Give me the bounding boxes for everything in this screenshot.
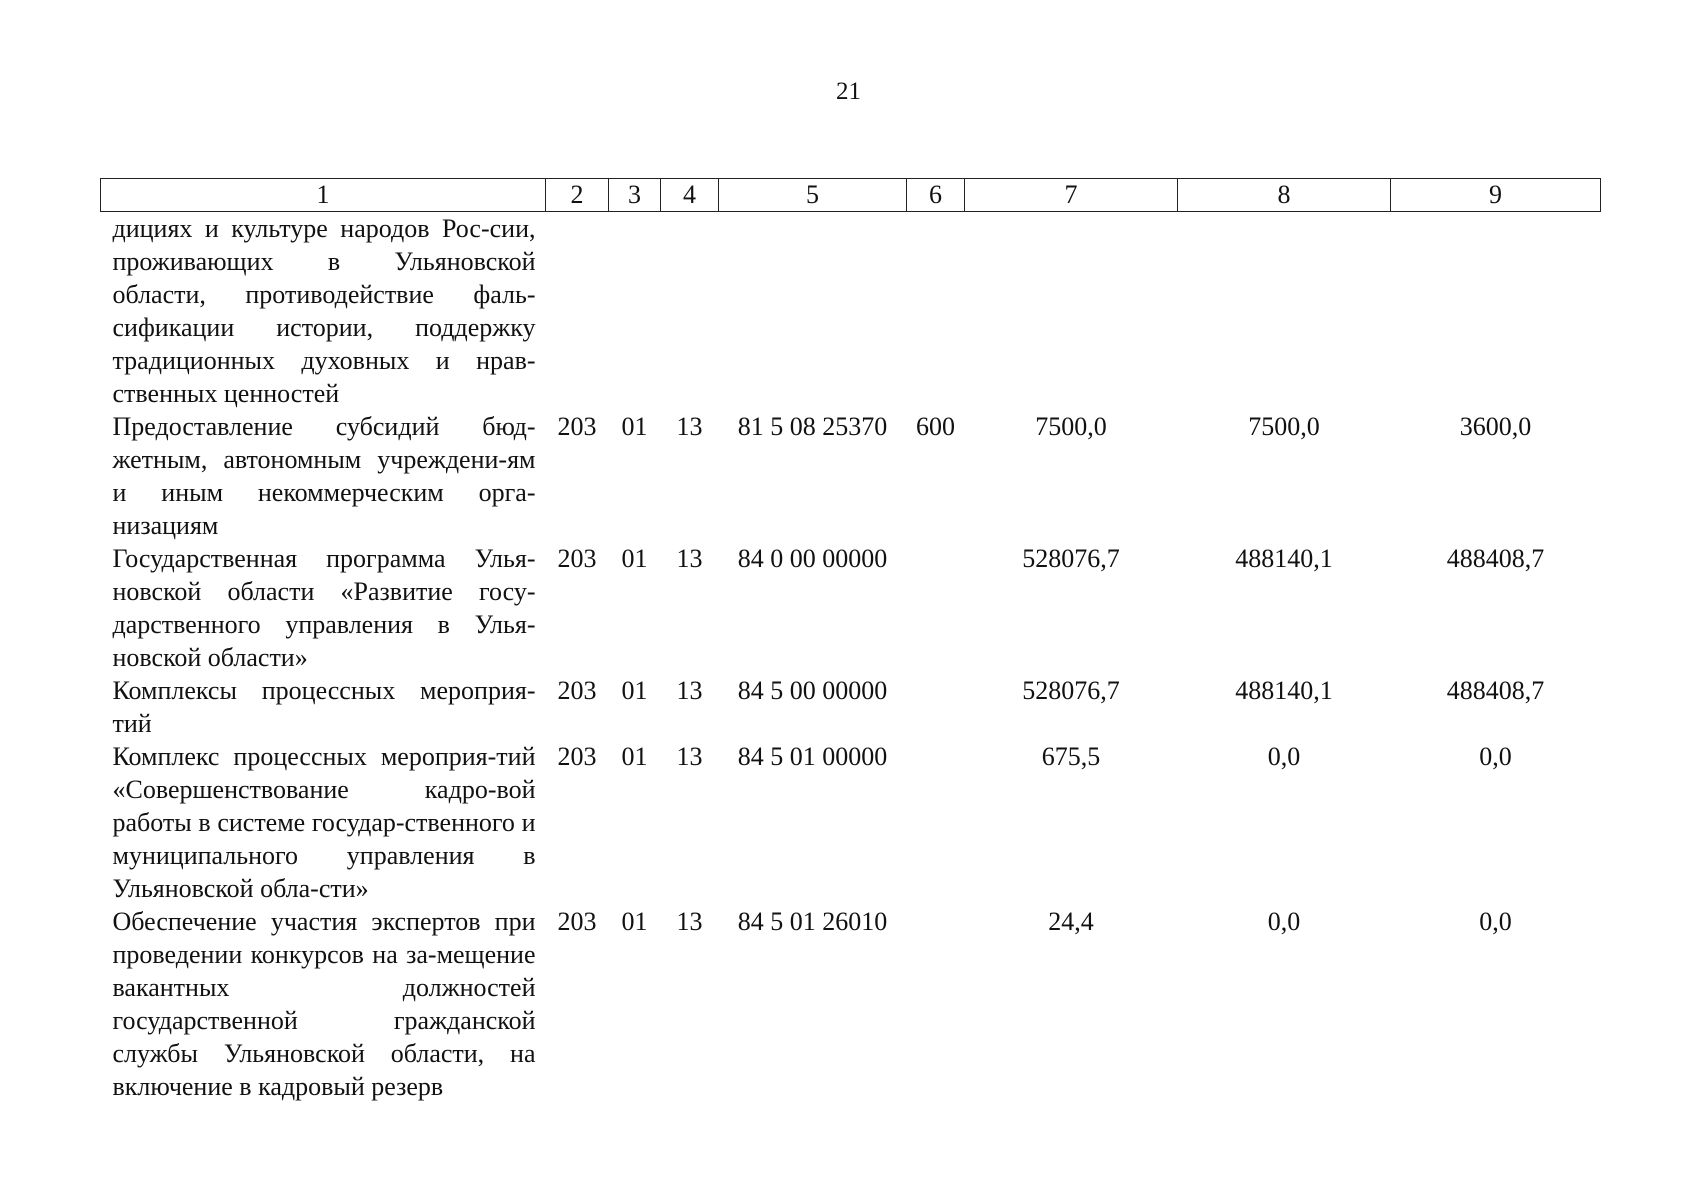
row-col-5: 81 5 08 25370	[737, 412, 888, 441]
row-col-9: 0,0	[1479, 907, 1512, 936]
row-col-4	[661, 212, 719, 411]
row-col-7	[965, 212, 1178, 411]
row-col-4: 13	[676, 907, 703, 936]
row-col-2: 203	[557, 676, 597, 705]
row-col-7: 24,4	[1048, 907, 1094, 936]
row-col-8: 488140,1	[1235, 676, 1333, 705]
row-col-6	[907, 212, 965, 411]
row-col-7: 675,5	[1041, 742, 1101, 771]
table-row	[101, 410, 1601, 542]
row-col-8: 488140,1	[1235, 544, 1333, 573]
row-description: Предоставление субсидий бюд-жетным, автономным учреждени-ям и иным некоммерческим орга-низациям	[112, 412, 536, 540]
row-col-5: 84 5 00 00000	[737, 676, 888, 705]
row-col-3: 01	[621, 412, 648, 441]
row-col-9: 3600,0	[1459, 412, 1532, 441]
header-col-7: 7	[965, 179, 1178, 212]
row-col-5: 84 5 01 00000	[737, 742, 888, 771]
row-col-6	[907, 905, 965, 1103]
row-col-2: 203	[557, 742, 597, 771]
header-col-3: 3	[609, 179, 661, 212]
row-description: Государственная программа Улья-новской области «Развитие госу-дарственного управления в Улья-новской области»	[112, 544, 536, 672]
row-col-6	[907, 740, 965, 905]
table-row	[101, 740, 1601, 905]
row-col-2: 203	[557, 907, 597, 936]
table-row	[101, 212, 1601, 411]
row-col-4: 13	[676, 676, 703, 705]
budget-table	[100, 178, 1601, 1103]
row-col-5: 84 0 00 00000	[737, 544, 888, 573]
row-col-5	[719, 212, 907, 411]
row-col-4: 13	[676, 412, 703, 441]
row-description: дициях и культуре народов Рос-сии, проживающих в Ульяновской области, противодействие фаль-сификации истории, поддержку традиционных духовных и нрав-ственных ценностей	[112, 214, 536, 408]
row-col-2	[546, 212, 609, 411]
row-col-3: 01	[621, 676, 648, 705]
row-col-9	[1391, 212, 1601, 411]
row-col-9: 488408,7	[1446, 544, 1545, 573]
row-col-9: 488408,7	[1446, 676, 1545, 705]
row-col-3: 01	[621, 742, 648, 771]
row-col-2: 203	[557, 544, 597, 573]
row-col-6: 600	[916, 412, 955, 441]
row-col-7: 7500,0	[1035, 412, 1107, 441]
row-col-6	[907, 674, 965, 740]
header-col-5: 5	[719, 179, 907, 212]
row-col-9: 0,0	[1479, 742, 1512, 771]
header-col-1: 1	[101, 179, 546, 212]
table-row	[101, 905, 1601, 1103]
row-col-8: 0,0	[1267, 742, 1301, 771]
row-col-8	[1178, 212, 1391, 411]
header-col-9: 9	[1391, 179, 1601, 212]
table-header	[101, 179, 1601, 212]
header-col-2: 2	[546, 179, 609, 212]
row-col-2: 203	[557, 412, 597, 441]
table-body	[101, 212, 1601, 1104]
row-description: Комплексы процессных мероприя-тий	[112, 676, 536, 738]
page-number: 21	[836, 78, 861, 105]
header-col-8: 8	[1178, 179, 1391, 212]
row-col-4: 13	[676, 742, 703, 771]
header-col-4: 4	[661, 179, 719, 212]
table-row	[101, 674, 1601, 740]
row-col-4: 13	[676, 544, 703, 573]
row-col-3: 01	[621, 544, 648, 573]
row-col-6	[907, 542, 965, 674]
header-col-6: 6	[907, 179, 965, 212]
row-col-7: 528076,7	[1022, 544, 1120, 573]
row-description: Комплекс процессных мероприя-тий «Совершенствование кадро-вой работы в системе государ-ственного и муниципального управления в Ульяновской обла-сти»	[112, 742, 536, 903]
row-col-8: 7500,0	[1248, 412, 1320, 441]
row-col-7: 528076,7	[1022, 676, 1120, 705]
row-col-3: 01	[621, 907, 648, 936]
row-col-8: 0,0	[1267, 907, 1301, 936]
table-row	[101, 542, 1601, 674]
row-col-3	[609, 212, 661, 411]
row-col-5: 84 5 01 26010	[737, 907, 888, 936]
header-row	[101, 179, 1601, 212]
row-description: Обеспечение участия экспертов при проведении конкурсов на за-мещение вакантных должностей государственной гражданской службы Ульяновской области, на включение в кадровый резерв	[112, 907, 536, 1101]
